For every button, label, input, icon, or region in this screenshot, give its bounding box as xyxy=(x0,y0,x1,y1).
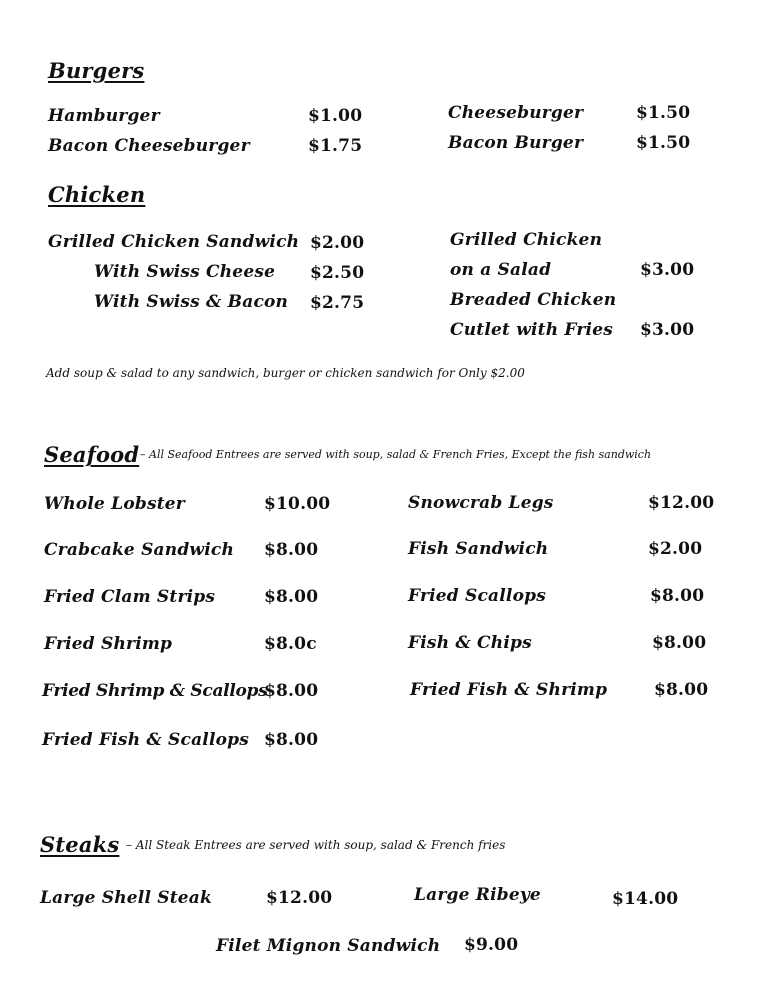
menu-item-name: Whole Lobster xyxy=(44,494,185,514)
menu-item-name: Snowcrab Legs xyxy=(408,493,554,513)
menu-item-name: Fried Fish & Scallops xyxy=(42,730,250,750)
menu-item-name: Fried Clam Strips xyxy=(44,587,216,607)
burgers-heading: Burgers xyxy=(48,58,145,83)
menu-item-price: $1.50 xyxy=(636,133,691,153)
menu-item-price: $8.00 xyxy=(650,586,705,606)
menu-item-name: With Swiss & Bacon xyxy=(94,292,289,312)
menu-item-name: Fish & Chips xyxy=(408,633,532,653)
menu-item-name: Hamburger xyxy=(48,106,160,126)
menu-item-price: $1.50 xyxy=(636,103,691,123)
menu-item-name: Cheeseburger xyxy=(448,103,584,123)
menu-item-price: $1.00 xyxy=(308,106,363,126)
menu-item-name: Fried Scallops xyxy=(408,586,546,606)
seafood-note: – All Seafood Entrees are served with soup, salad & French Fries, Except the fish sandwich xyxy=(140,448,652,461)
menu-item-name: Crabcake Sandwich xyxy=(44,540,235,560)
menu-item-price: $2.00 xyxy=(648,539,703,559)
menu-item-price: $3.00 xyxy=(640,320,695,340)
menu-item-price: $2.75 xyxy=(310,293,365,313)
menu-item-name: Filet Mignon Sandwich xyxy=(216,936,441,956)
menu-item-name: With Swiss Cheese xyxy=(94,262,276,282)
menu-item-price: $12.00 xyxy=(648,493,715,513)
menu-item-name-line1: Breaded Chicken xyxy=(450,290,617,310)
menu-item-price: $14.00 xyxy=(612,889,679,909)
menu-item-name-line2: on a Salad xyxy=(450,260,552,280)
menu-item-name: Large Shell Steak xyxy=(40,888,212,908)
menu-item-price: $10.00 xyxy=(264,494,331,514)
menu-item-name: Fried Shrimp xyxy=(44,634,173,654)
menu-item-price: $8.00 xyxy=(264,730,319,750)
menu-item-price: $2.50 xyxy=(310,263,365,283)
steaks-note: – All Steak Entrees are served with soup, salad & French fries xyxy=(126,838,506,852)
menu-item-name: Bacon Burger xyxy=(448,133,584,153)
chicken-note: Add soup & salad to any sandwich, burger or chicken sandwich for Only $2.00 xyxy=(46,366,525,380)
menu-item-price: $1.75 xyxy=(308,136,363,156)
menu-item-price: $12.00 xyxy=(266,888,333,908)
seafood-heading: Seafood xyxy=(44,442,140,467)
menu-item-price: $8.0c xyxy=(264,634,317,654)
menu-item-price: $8.00 xyxy=(264,540,319,560)
menu-item-name-line1: Grilled Chicken xyxy=(450,230,603,250)
menu-item-name: Fried Shrimp & Scallops xyxy=(42,681,268,701)
menu-item-price: $8.00 xyxy=(264,587,319,607)
menu-item-name: Large Ribeye xyxy=(414,885,541,905)
menu-item-name: Fried Fish & Shrimp xyxy=(410,680,608,700)
menu-item-price: $9.00 xyxy=(464,935,519,955)
steaks-heading: Steaks xyxy=(40,832,120,857)
menu-item-name-line2: Cutlet with Fries xyxy=(450,320,613,340)
menu-item-name: Fish Sandwich xyxy=(408,539,549,559)
menu-item-price: $8.00 xyxy=(654,680,709,700)
menu-item-price: $8.00 xyxy=(652,633,707,653)
menu-item-price: $3.00 xyxy=(640,260,695,280)
menu-item-name: Bacon Cheeseburger xyxy=(48,136,250,156)
chicken-heading: Chicken xyxy=(48,182,146,207)
menu-item-name: Grilled Chicken Sandwich xyxy=(48,232,300,252)
menu-item-price: $2.00 xyxy=(310,233,365,253)
menu-item-price: $8.00 xyxy=(264,681,319,701)
